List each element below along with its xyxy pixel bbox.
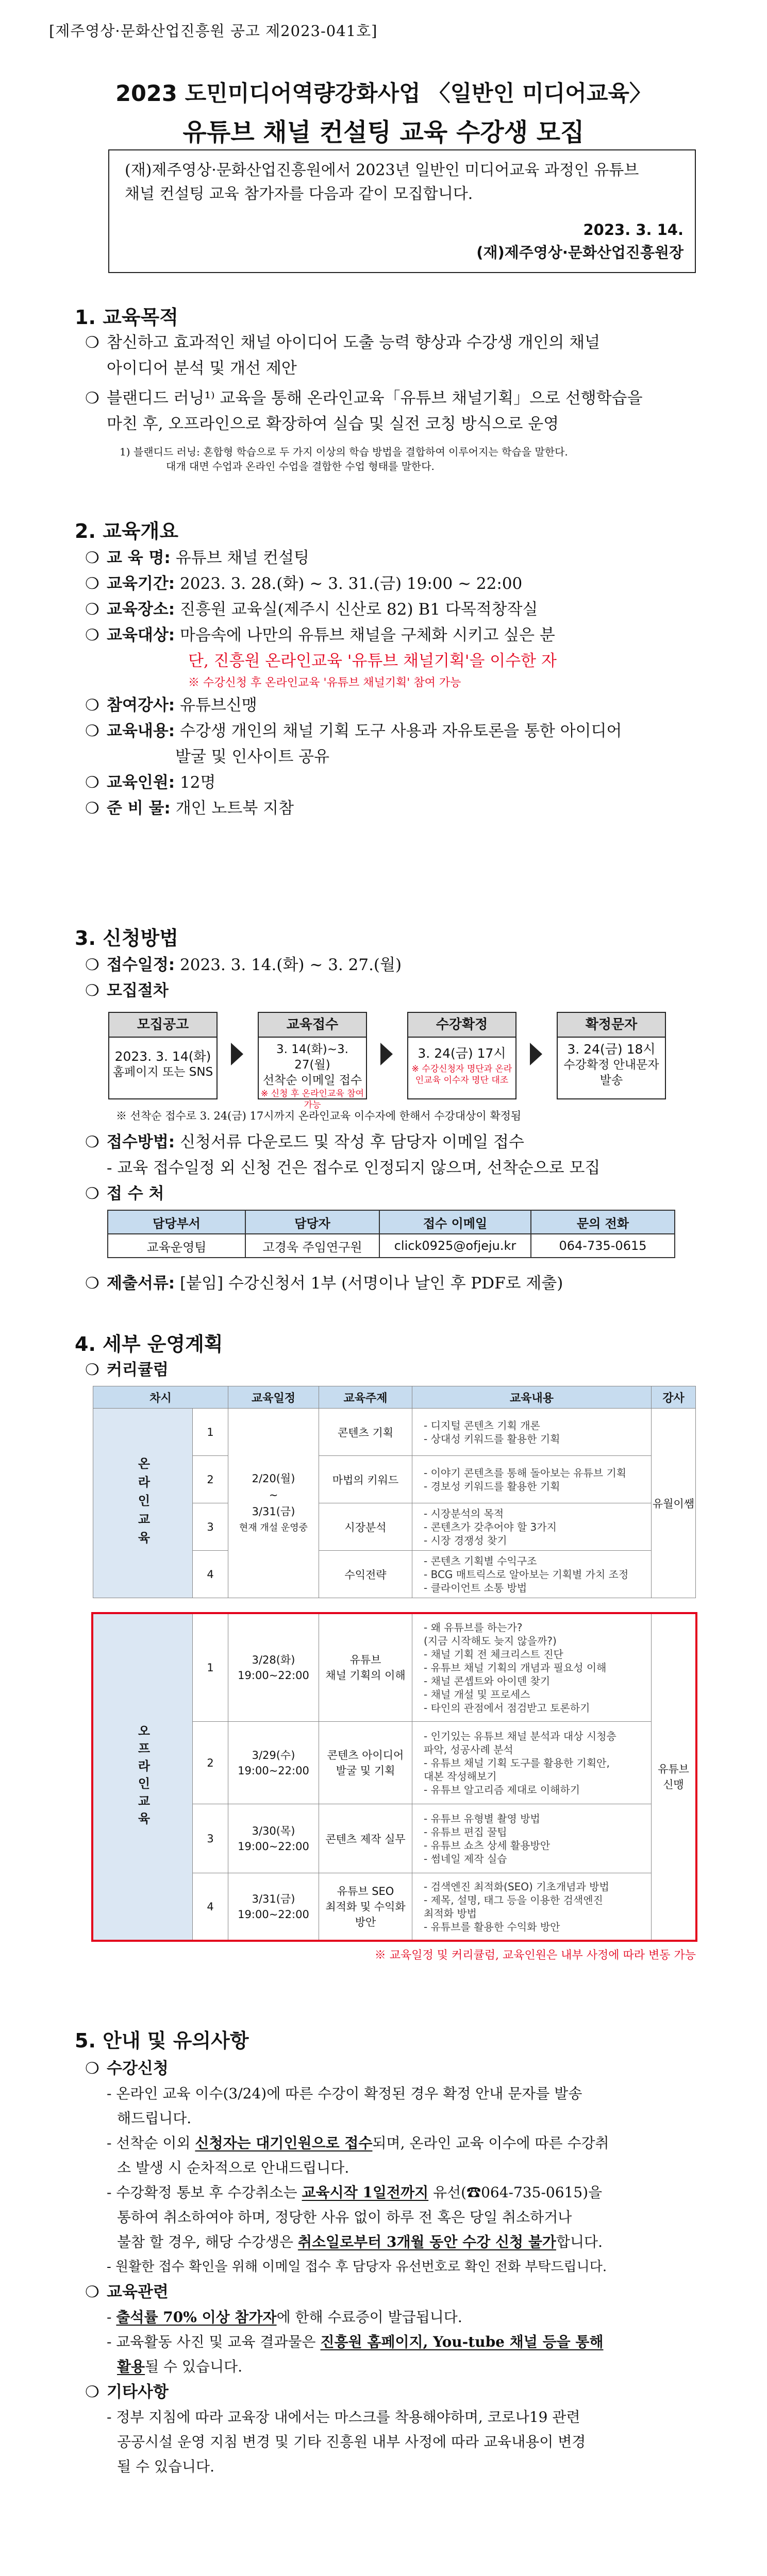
session-time-line: 19:00~22:00 [238, 1908, 309, 1921]
flow-step-line: 2023. 3. 14(화) [114, 1049, 211, 1064]
table-row [108, 1234, 675, 1258]
instructor-line: 신맹 [663, 1778, 684, 1791]
table-row [108, 1210, 675, 1234]
detail-line: - 왜 유튜브를 하는가? [424, 1621, 523, 1634]
detail-line: - 경보성 키워드를 활용한 기획 [424, 1480, 560, 1493]
notice-item: - 정부 지침에 따라 교육장 내에서는 마스크를 착용해야하며, 코로나19 관련 [107, 2409, 580, 2426]
circle-bullet-icon: ❍ [85, 722, 99, 740]
notice-heading-text: 수강신청 [107, 2059, 169, 2078]
notice-text: 에 한해 수료증이 발급됩니다. [276, 2309, 462, 2326]
procedure-label [85, 978, 169, 1004]
session-topic: 콘텐츠 제작 실무 [319, 1804, 412, 1873]
session-no: 3 [193, 1804, 228, 1873]
overview-name [85, 545, 622, 571]
detail-line: - 유튜브 편집 꿀팁 [424, 1825, 507, 1838]
contact-email[interactable]: click0925@ofjeju.kr [379, 1234, 531, 1258]
required-documents-value: [붙임] 수강신청서 1부 (서명이나 날인 후 PDF로 제출) [180, 1274, 563, 1293]
notice-heading-education [85, 2279, 698, 2305]
circle-bullet-icon: ❍ [85, 574, 99, 593]
flow-step-line: 3. 24(금) 18시 [567, 1042, 656, 1057]
flow-step-notify [557, 1012, 666, 1099]
notice-item: - 온라인 교육 이수(3/24)에 따른 수강이 확정된 경우 확정 안내 문자를 발송 [107, 2085, 582, 2102]
circle-bullet-icon: ❍ [85, 1274, 99, 1293]
online-date-line: 3/31(금) [252, 1505, 295, 1518]
detail-line: - 유튜브 채널 기획의 개념과 필요성 이해 [424, 1661, 607, 1674]
overview-period [85, 571, 622, 597]
detail-line: - 시장분석의 목적 [424, 1507, 504, 1520]
topic-line: 방안 [355, 1916, 376, 1928]
circle-bullet-icon: ❍ [85, 799, 99, 818]
application-method-sub: - 교육 접수일정 외 신청 건은 접수로 인정되지 않으며, 선착순으로 모집 [107, 1159, 601, 1177]
intro-text-2: 채널 컨설팅 교육 참가자를 다음과 같이 모집합니다. [125, 185, 473, 203]
overview-target [85, 622, 622, 648]
topic-line: 유튜브 [349, 1653, 381, 1666]
notice-text: 될 수 있습니다. [145, 2358, 243, 2375]
flow-note: ※ 선착순 접수로 3. 24(금) 17시까지 온라인교육 이수자에 한해서 수강대상이 확정됨 [116, 1110, 522, 1122]
session-date-line: 3/31(금) [252, 1892, 295, 1905]
curri-header: 교육주제 [319, 1386, 412, 1409]
overview-target-condition: 단, 진흥원 온라인교육 '유튜브 채널기획'을 이수한 자 [188, 652, 557, 670]
overview-label: 교 육 명: [107, 549, 171, 567]
notice-list [85, 2056, 698, 2479]
overview-value: 유튜브신맹 [180, 696, 257, 715]
notice-item-cont [85, 2354, 698, 2379]
flow-step-announce [108, 1012, 218, 1099]
instructor-line: 유튜브 [658, 1762, 689, 1775]
overview-instructor [85, 692, 622, 718]
flow-arrow-icon [231, 1043, 243, 1065]
detail-line: - 클라이언트 소통 방법 [424, 1581, 527, 1594]
overview-content-cont: 발굴 및 인사이트 공유 [175, 748, 330, 766]
detail-line: 파악, 성공사례 분석 [424, 1743, 513, 1756]
notice-emphasis: 진흥원 홈페이지, You-tube 채널 등을 통해 [320, 2333, 604, 2350]
page-title-line1: 2023 도민미디어역량강화사업 〈일반인 미디어교육〉 [115, 81, 652, 107]
contact-label-text: 접 수 처 [107, 1184, 164, 1203]
detail-line: (지금 시작해도 늦지 않을까?) [424, 1634, 557, 1647]
detail-line: - 채널 콘셉트와 아이덴 찾기 [424, 1674, 551, 1687]
overview-label: 준 비 물: [107, 799, 171, 818]
required-documents [85, 1270, 563, 1296]
purpose-item-1-cont: 아이디어 분석 및 개선 제안 [107, 359, 297, 378]
notice-number: [제주영상·문화산업진흥원 공고 제2023-041호] [49, 22, 378, 40]
detail-line: 최적화 방법 [424, 1907, 477, 1920]
circle-bullet-icon: ❍ [85, 956, 99, 974]
contact-header: 담당부서 [108, 1210, 245, 1234]
overview-label: 교육장소: [107, 600, 175, 619]
flow-step-line: 수강확정 안내문자 [563, 1058, 659, 1072]
session-details [412, 1551, 652, 1598]
notice-text: 불참 할 경우, 해당 수강생은 [117, 2233, 298, 2250]
overview-value: 수강생 개인의 채널 기획 도구 사용과 자유토론을 통한 아이디어 [180, 722, 622, 740]
notice-item: - 원활한 접수 확인을 위해 이메일 접수 후 담당자 유선번호로 확인 전화 부탁드립니다. [107, 2259, 607, 2275]
online-group-label: 온라인교육 [93, 1409, 193, 1598]
flow-step-head: 모집공고 [109, 1013, 216, 1038]
flow-step-line: 발송 [599, 1074, 623, 1087]
contact-header: 담당자 [245, 1210, 379, 1234]
overview-label: 교육기간: [107, 574, 175, 593]
intro-signature [476, 218, 683, 264]
circle-bullet-icon: ❍ [85, 696, 99, 715]
session-details [412, 1503, 652, 1551]
intro-text-1: (재)제주영상·문화산업진흥원에서 2023년 일반인 미디어교육 과정인 유튜브 [125, 161, 639, 179]
intro-org: (재)제주영상·문화산업진흥원장 [476, 244, 683, 261]
flow-step-note: ※ 수강신청자 명단과 온라인교육 이수자 명단 대조 [411, 1064, 512, 1086]
section-5-title: 5. 안내 및 유의사항 [75, 2029, 249, 2052]
detail-line: - 제목, 설명, 태그 등을 이용한 검색엔진 [424, 1893, 603, 1906]
overview-value: 진흥원 교육실(제주시 신산로 82) B1 다목적창작실 [180, 600, 538, 619]
session-topic: 마법의 키워드 [319, 1456, 412, 1503]
flow-step-apply [258, 1012, 367, 1110]
curri-header: 강사 [652, 1386, 696, 1409]
procedure-label-text: 모집절차 [107, 981, 169, 1000]
notice-item-cont: 통하여 취소하여야 하며, 정당한 사유 없이 하루 전 혹은 당일 취소하거나 [117, 2209, 572, 2226]
section-4-title: 4. 세부 운영계획 [75, 1333, 223, 1355]
circle-bullet-icon: ❍ [85, 389, 99, 408]
session-date-line: 3/29(수) [252, 1749, 295, 1761]
application-period-value: 2023. 3. 14.(화) ~ 3. 27.(월) [180, 956, 402, 974]
detail-line: - 유튜브 알고리즘 제대로 이해하기 [424, 1783, 580, 1796]
contact-table [107, 1210, 675, 1258]
session-no: 3 [193, 1503, 228, 1551]
offline-highlight-frame [91, 1612, 697, 1942]
notice-item [85, 2131, 698, 2156]
session-no: 1 [193, 1614, 228, 1722]
flow-arrow-icon [380, 1043, 393, 1065]
overview-content [85, 718, 622, 744]
flow-step-body [109, 1038, 216, 1080]
online-date-line: 2/20(월) [252, 1472, 295, 1485]
overview-place [85, 597, 622, 622]
topic-line: 콘텐츠 아이디어 [327, 1749, 404, 1761]
notice-item-cont: 공공시설 운영 지침 변경 및 기타 진흥원 내부 사정에 따라 교육내용이 변경 [117, 2433, 586, 2450]
overview-label: 교육내용: [107, 722, 175, 740]
topic-line: 유튜브 SEO [337, 1885, 394, 1897]
session-no: 4 [193, 1551, 228, 1598]
overview-capacity [85, 770, 622, 795]
detail-line: - 유튜브를 활용한 수익화 방안 [424, 1920, 560, 1933]
notice-item-cont [85, 2230, 698, 2255]
session-topic: 수익전략 [319, 1551, 412, 1598]
notice-emphasis: 교육시작 1일전까지 [302, 2184, 429, 2201]
notice-text: - 수강확정 통보 후 수강취소는 [107, 2184, 302, 2201]
notice-item [85, 2330, 698, 2354]
curriculum-label-text: 커리큘럼 [107, 1361, 169, 1379]
contact-label [85, 1181, 164, 1207]
notice-item-cont: 될 수 있습니다. [117, 2458, 214, 2475]
session-date-line: 3/30(목) [252, 1824, 295, 1837]
notice-emphasis: 출석률 70% 이상 참가자 [116, 2309, 277, 2326]
online-instructor: 유월이쌤 [652, 1409, 696, 1598]
overview-target-note: ※ 수강신청 후 온라인교육 '유튜브 채널기획' 참여 가능 [188, 676, 461, 689]
curri-header: 교육일정 [228, 1386, 319, 1409]
contact-phone[interactable]: 064-735-0615 [531, 1234, 675, 1258]
page-title-line2: 유튜브 채널 컨설팅 교육 수강생 모집 [182, 118, 585, 147]
notice-emphasis: 취소일로부터 3개월 동안 수강 신청 불가 [297, 2233, 556, 2250]
session-no: 1 [193, 1409, 228, 1456]
session-details [412, 1409, 652, 1456]
notice-item [85, 2305, 698, 2330]
circle-bullet-icon: ❍ [85, 2283, 99, 2301]
overview-value: 개인 노트북 지참 [175, 799, 294, 818]
contact-department: 교육운영팀 [108, 1234, 245, 1258]
curri-header: 교육내용 [412, 1386, 652, 1409]
contact-header: 접수 이메일 [379, 1210, 531, 1234]
flow-step-line: 선착순 이메일 접수 [262, 1074, 362, 1087]
purpose-item-2-text: 블랜디드 러닝¹⁾ 교육을 통해 온라인교육「유튜브 채널기획」으로 선행학습을 [107, 389, 643, 408]
session-topic: 콘텐츠 기획 [319, 1409, 412, 1456]
notice-text: 되며, 온라인 교육 이수에 따른 수강취 [372, 2134, 609, 2151]
section-3-title: 3. 신청방법 [75, 927, 178, 950]
notice-heading-text: 교육관련 [107, 2283, 169, 2301]
notice-item [85, 2180, 698, 2205]
notice-text: - 교육활동 사진 및 교육 결과물은 [107, 2333, 321, 2350]
detail-line: - 유튜브 채널 기획 도구를 활용한 기획안, [424, 1756, 610, 1769]
session-time-line: 19:00~22:00 [238, 1669, 309, 1682]
circle-bullet-icon: ❍ [85, 1361, 99, 1379]
application-period [85, 952, 402, 978]
required-documents-label: 제출서류: [107, 1274, 175, 1293]
overview-value: 2023. 3. 28.(화) ~ 3. 31.(금) 19:00 ~ 22:00 [180, 574, 523, 593]
detail-line: - 채널 개설 및 프로세스 [424, 1688, 530, 1701]
online-date-line: 현재 개설 운영중 [239, 1522, 308, 1533]
purpose-item-2-cont: 마친 후, 오프라인으로 확장하여 실습 및 실전 코칭 방식으로 운영 [107, 415, 559, 433]
table-spacer [93, 1598, 696, 1614]
circle-bullet-icon: ❍ [85, 2059, 99, 2078]
table-note: ※ 교육일정 및 커리큘럼, 교육인원은 내부 사정에 따라 변동 가능 [374, 1948, 696, 1962]
circle-bullet-icon: ❍ [85, 626, 99, 645]
notice-text: 유선(☎064-735-0615)을 [428, 2184, 603, 2201]
overview-list [85, 545, 622, 821]
notice-text: 합니다. [556, 2233, 603, 2250]
circle-bullet-icon: ❍ [85, 981, 99, 1000]
notice-text: - [107, 2309, 116, 2326]
detail-line: - 콘텐츠가 갖추어야 할 3가지 [424, 1520, 557, 1533]
table-row [93, 1409, 696, 1456]
footnote-line-1: 1) 블랜디드 러닝: 혼합형 학습으로 두 가지 이상의 학습 방법을 결합하여 이루어지는 학습을 말한다. [120, 446, 568, 458]
detail-line: - 상대성 키워드를 활용한 기획 [424, 1432, 560, 1445]
overview-label: 교육인원: [107, 773, 175, 792]
circle-bullet-icon: ❍ [85, 773, 99, 792]
overview-value: 마음속에 나만의 유튜브 채널을 구체화 시키고 싶은 분 [180, 626, 555, 645]
application-period-label: 접수일정: [107, 956, 175, 974]
detail-line: - 썸네일 제작 실습 [424, 1852, 507, 1865]
topic-line: 최적화 및 수익화 [325, 1900, 406, 1913]
session-date-line: 3/28(화) [252, 1653, 295, 1666]
section-1-title: 1. 교육목적 [75, 306, 178, 329]
session-details [412, 1456, 652, 1503]
detail-line: - BCG 매트릭스로 알아보는 기획별 가치 조정 [424, 1568, 629, 1581]
curriculum-label [85, 1357, 169, 1383]
circle-bullet-icon: ❍ [85, 1184, 99, 1203]
notice-heading-text: 기타사항 [107, 2383, 169, 2401]
detail-line: - 검색엔진 최적화(SEO) 기초개념과 방법 [424, 1880, 609, 1893]
session-no: 4 [193, 1873, 228, 1940]
detail-line: - 유튜브 유형별 촬영 방법 [424, 1812, 540, 1825]
notice-emphasis: 활용 [117, 2358, 145, 2375]
detail-line: - 디지털 콘텐츠 기획 개론 [424, 1419, 540, 1432]
session-no: 2 [193, 1722, 228, 1804]
detail-line: - 유튜브 쇼츠 상세 활용방안 [424, 1839, 551, 1852]
flow-step-head: 확정문자 [558, 1013, 665, 1038]
detail-line: - 콘텐츠 기획별 수익구조 [424, 1554, 537, 1567]
flow-step-body [558, 1038, 665, 1088]
topic-line: 발굴 및 기획 [336, 1764, 395, 1777]
table-row [93, 1386, 696, 1409]
application-method-value: 신청서류 다운로드 및 작성 후 담당자 이메일 접수 [180, 1133, 524, 1151]
topic-line: 채널 기획의 이해 [325, 1669, 406, 1682]
session-no: 2 [193, 1456, 228, 1503]
offline-group-label: 오프라인교육 [93, 1614, 193, 1940]
flow-step-line: 3. 24(금) 17시 [418, 1046, 506, 1061]
purpose-item-1 [85, 330, 600, 355]
intro-box [108, 149, 696, 273]
flow-step-head: 교육접수 [259, 1013, 366, 1038]
purpose-item-1-text: 참신하고 효과적인 채널 아이디어 도출 능력 향상과 수강생 개인의 채널 [107, 333, 601, 352]
curri-header: 차시 [93, 1386, 228, 1409]
notice-emphasis: 신청자는 대기인원으로 접수 [195, 2134, 373, 2151]
flow-step-body [408, 1038, 515, 1086]
flow-arrow-icon [530, 1043, 542, 1065]
flow-step-body [259, 1038, 366, 1111]
notice-item-cont: 소 발생 시 순차적으로 안내드립니다. [117, 2159, 349, 2176]
contact-person: 고경욱 주임연구원 [245, 1234, 379, 1258]
flow-step-line: 3. 14(화)~3. 27(월) [276, 1043, 348, 1072]
overview-value: 12명 [180, 773, 216, 792]
session-time-line: 19:00~22:00 [238, 1764, 309, 1777]
circle-bullet-icon: ❍ [85, 1133, 99, 1151]
contact-header: 문의 전화 [531, 1210, 675, 1234]
section-2-title: 2. 교육개요 [75, 520, 178, 543]
circle-bullet-icon: ❍ [85, 549, 99, 567]
notice-item-cont: 해드립니다. [117, 2110, 192, 2127]
flow-step-note: ※ 신청 후 온라인교육 참여 가능 [260, 1089, 364, 1110]
circle-bullet-icon: ❍ [85, 333, 99, 352]
overview-value: 유튜브 채널 컨설팅 [175, 549, 309, 567]
online-date-line: ~ [269, 1488, 278, 1501]
flow-step-confirm [407, 1012, 516, 1099]
notice-text: - 선착순 이외 [107, 2134, 195, 2151]
overview-supplies [85, 795, 622, 821]
purpose-item-2 [85, 385, 643, 411]
session-time-line: 19:00~22:00 [238, 1840, 309, 1853]
intro-date: 2023. 3. 14. [583, 221, 683, 239]
flow-step-line: 홈페이지 또는 SNS [112, 1065, 213, 1079]
circle-bullet-icon: ❍ [85, 600, 99, 619]
detail-line: - 타인의 관점에서 점검받고 토론하기 [424, 1701, 590, 1714]
flow-step-head: 수강확정 [408, 1013, 515, 1038]
overview-label: 참여강사: [107, 696, 175, 715]
session-topic: 시장분석 [319, 1503, 412, 1551]
online-schedule [228, 1409, 319, 1598]
notice-heading-registration [85, 2056, 698, 2081]
footnote-line-2: 대개 대면 수업과 온라인 수업을 결합한 수업 형태를 말한다. [166, 460, 435, 472]
detail-line: 대본 작성해보기 [424, 1770, 497, 1783]
detail-line: - 시장 경쟁성 찾기 [424, 1534, 507, 1547]
overview-label: 교육대상: [107, 626, 175, 645]
detail-line: - 인기있는 유튜브 채널 분석과 대상 시청층 [424, 1730, 616, 1742]
detail-line: - 이야기 콘텐츠를 통해 돌아보는 유튜브 기획 [424, 1466, 627, 1479]
detail-line: - 채널 기획 전 체크리스트 진단 [424, 1648, 563, 1660]
application-method-label: 접수방법: [107, 1133, 175, 1151]
application-method [85, 1129, 524, 1155]
circle-bullet-icon: ❍ [85, 2383, 99, 2401]
notice-heading-etc [85, 2379, 698, 2405]
